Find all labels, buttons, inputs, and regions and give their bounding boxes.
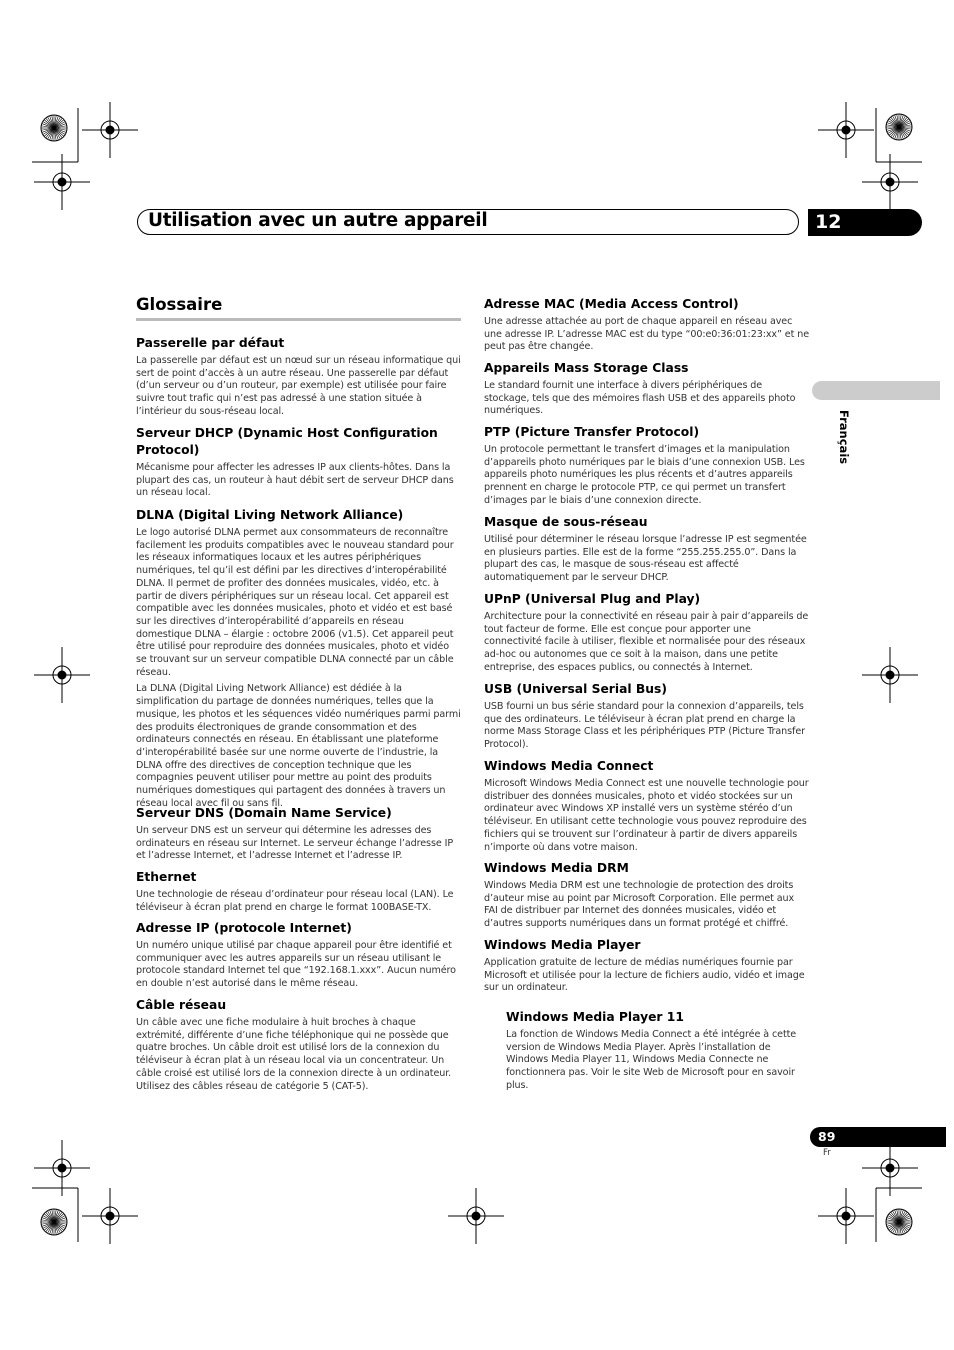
glossary-entry [136,335,462,423]
glossary-term: Windows Media Player 11 [506,1010,684,1024]
glossary-entry [136,805,462,867]
glossary-term: Câble réseau [136,998,227,1012]
glossary-term: Masque de sous-réseau [484,515,648,529]
glossary-entry [484,296,810,358]
glossary-entry [506,1009,810,1097]
glossary-entry [484,360,810,422]
glossary-term: Appareils Mass Storage Class [484,361,689,375]
language-code: Fr [823,1148,831,1158]
glossary-definition: Un protocole permettant le transfert d’images et la manipulation d’appareils photo numériques par le biais d’une connexion USB. Les appareils photo numériques les plus récents et d’autres appareils prennent en charge le protocole PTP, ce qui permet un transfert d’images par le biais d’une connexion directe. [484,444,805,506]
glossary-definition: Microsoft Windows Media Connect est une nouvelle technologie pour distribuer des données musicales, photo et vidéo stockées sur un ordinateur avec Windows XP installé vers un système stéréo d’un téléviseur. En utilisant cette technologie vous pouvez reproduire des fichiers qui se trouvent sur l’ordinateur à partir de divers appareils n’importe où dans votre maison. [484,778,809,853]
glossary-term: USB (Universal Serial Bus) [484,682,667,696]
section-rule [136,318,461,321]
glossary-entry [136,507,462,814]
glossary-term: Serveur DNS (Domain Name Service) [136,806,392,820]
glossary-definition: La fonction de Windows Media Connect a été intégrée à cette version de Windows Media Player. Après l’installation de Windows Media Player 11, Windows Media Connecte ne fonctionnera pas. Voir le site Web de Microsoft pour en savoir plus. [506,1029,797,1091]
glossary-definition: Windows Media DRM est une technologie de protection des droits d’auteur mise au point par Microsoft Corporation. Elle permet aux FAI de distribuer par Internet des données musicales, vidéo et d’autres supports numériques dans un format protégé et chiffré. [484,880,795,930]
glossary-term: Windows Media DRM [484,861,629,875]
glossary-definition: Mécanisme pour affecter les adresses IP aux clients-hôtes. Dans la plupart des cas, un routeur à haut débit sert de serveur DHCP dans un réseau local. [136,462,454,499]
glossary-entry [484,860,810,935]
glossary-entry [136,920,462,995]
glossary-entry [136,997,462,1097]
glossary-definition: Une adresse attachée au port de chaque appareil en réseau avec une adresse IP. L’adresse MAC est du type “00:e0:36:01:23:xx” et ne peut pas être changée. [484,316,810,353]
glossary-term: Serveur DHCP (Dynamic Host Configuration Protocol) [136,426,438,457]
glossary-definition: Architecture pour la connectivité en réseau pair à pair d’appareils de tout facteur de forme. Elle est conçue pour apporter une connectivité facile à utiliser, flexible et normalisée pour des réseaux ad-hoc ou autonomes que ce soit à la maison, dans une petite entreprise, des espaces publics, ou connectés à Internet. [484,611,809,673]
glossary-entry [484,514,810,589]
glossary-term: Passerelle par défaut [136,336,285,350]
page-number: 89 [810,1127,946,1147]
glossary-definition: Application gratuite de lecture de médias numériques fournie par Microsoft et utilisée pour la lecture de fichiers audio, vidéo et image sur un ordinateur. [484,957,805,994]
glossary-definition: Une technologie de réseau d’ordinateur pour réseau local (LAN). Le téléviseur à écran plat prend en charge le format 100BASE-TX. [136,889,454,913]
glossary-term: UPnP (Universal Plug and Play) [484,592,701,606]
glossary-term: PTP (Picture Transfer Protocol) [484,425,700,439]
glossary-definition: La passerelle par défaut est un nœud sur un réseau informatique qui sert de point d’accès à un autre réseau. Une passerelle par défaut (d’un serveur ou d’un routeur, par exemple) est utilisée pour faire suivre tout trafic qui n’est pas adressé à une station située à l’intérieur du sous-réseau local. [136,355,461,417]
chapter-number: 12 [808,209,922,236]
glossary-definition: USB fourni un bus série standard pour la connexion d’appareils, tels que des ordinateurs. Le téléviseur à écran plat prend en charge la norme Mass Storage Class et les périphériques PTP (Picture Transfer Protocol). [484,701,805,751]
section-title: Glossaire [136,295,223,314]
glossary-definition: Un câble avec une fiche modulaire à huit broches à chaque extrémité, différente d’une fiche téléphonique qui ne possède que quatre broches. Un câble droit est utilisé lors de la connexion du téléviseur à écran plat à un réseau local via un concentrateur. Un câble croisé est utilisé lors de la connexion directe à un ordinateur. Utilisez des câbles réseau de catégorie 5 (CAT-5). [136,1017,452,1092]
glossary-definition: Le logo autorisé DLNA permet aux consommateurs de reconnaître facilement les produits compatibles avec le nouveau standard pour les réseaux informatiques locaux et les autres périphériques numériques, tel qu’il est défini par les directives d’interopérabilité DLNA. Il permet de profiter des données musicales, vidéo, etc. à partir de divers périphériques sur un réseau local. Cet appareil est compatible avec les données musicales, photo et vidéo et est basé sur les directives d’interopérabilité d’appareils en réseau domestique DLNA – élargie : octobre 2006 (v1.5). Cet appareil peut être utilisé pour reproduire des données musicales, photo et vidéo se trouvant sur un serveur compatible DLNA connecté par un câble réseau. [136,527,454,678]
glossary-definition: La DLNA (Digital Living Network Alliance) est dédiée à la simplification du partage de données numériques, telles que la musique, les photos et les séquences vidéo numériques parmi parmi des produits électroniques de grande consommation et des ordinateurs connectés en réseau. En établissant une plateforme d’interopérabilité basée sur une norme ouverte de l’industrie, la DLNA offre des directives de conception technique que les compagnies peuvent utiliser pour mettre au point des produits numériques domestiques qui partagent des données à travers un réseau local avec fil ou sans fil. [136,683,461,809]
glossary-entry [136,869,462,918]
glossary-definition: Le standard fournit une interface à divers périphériques de stockage, tels que des mémoires flash USB et des appareils photo numériques. [484,380,796,417]
glossary-term: Windows Media Player [484,938,641,952]
language-label: Français [837,410,851,465]
glossary-entry [484,681,810,756]
glossary-term: Adresse IP (protocole Internet) [136,921,352,935]
glossary-entry [484,591,810,679]
glossary-term: Ethernet [136,870,197,884]
glossary-term: DLNA (Digital Living Network Alliance) [136,508,404,522]
glossary-term: Adresse MAC (Media Access Control) [484,297,739,311]
glossary-entry [484,937,810,999]
glossary-definition: Un serveur DNS est un serveur qui détermine les adresses des ordinateurs en réseau sur Internet. Le serveur échange l’adresse IP et l’adresse Internet, et l’adresse Internet et l’adresse IP. [136,825,454,862]
glossary-entry [136,425,462,504]
glossary-entry [484,424,810,512]
glossary-definition: Utilisé pour déterminer le réseau lorsque l’adresse IP est segmentée en plusieurs parties. Elle est de la forme “255.255.255.0”. Dans la plupart des cas, le masque de sous-réseau est affecté automatiquement par le serveur DHCP. [484,534,807,584]
language-tab [812,381,940,400]
header-title: Utilisation avec un autre appareil [148,210,488,231]
glossary-definition: Un numéro unique utilisé par chaque appareil pour être identifié et communiquer avec les autres appareils sur un réseau utilisant le protocole standard Internet tel que “192.168.1.xxx”. Aucun numéro en double n’est autorisé dans le même réseau. [136,940,456,990]
glossary-term: Windows Media Connect [484,759,654,773]
glossary-entry [484,758,810,858]
